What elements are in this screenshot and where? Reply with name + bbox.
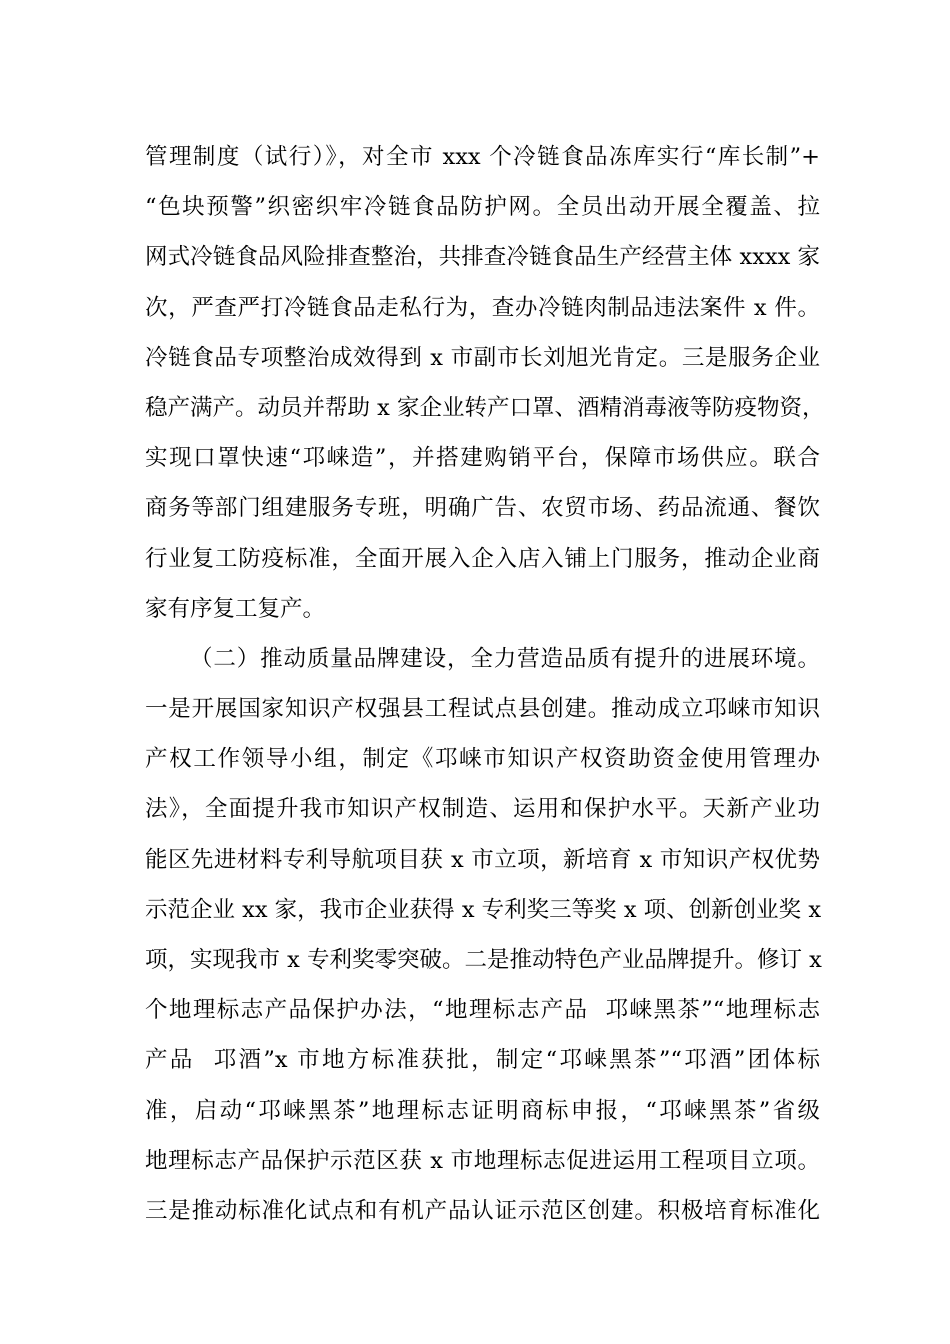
body-text [145, 132, 825, 1236]
text-line: 产权工作领导小组，制定《邛崃市知识产权资助资金使用管理办 [145, 746, 820, 773]
text-line: 法》，全面提升我市知识产权制造、运用和保护水平。天新产业功 [145, 796, 820, 823]
text-line: 网式冷链食品风险排查整治，共排查冷链食品生产经营主体 xxxx 家 [145, 244, 820, 271]
text-line: 行业复工防疫标准，全面开展入企入店入铺上门服务，推动企业商 [145, 545, 820, 572]
text-line: 稳产满产。动员并帮助 x 家企业转产口罩、酒精消毒液等防疫物资， [145, 394, 825, 421]
text-line: 实现口罩快速“邛崃造”，并搭建购销平台，保障市场供应。联合 [145, 445, 820, 472]
text-line: 三是推动标准化试点和有机产品认证示范区创建。积极培育标准化 [145, 1197, 820, 1224]
text-line: 商务等部门组建服务专班，明确广告、农贸市场、药品流通、餐饮 [145, 495, 820, 522]
text-line: 冷链食品专项整治成效得到 x 市副市长刘旭光肯定。三是服务企业 [145, 344, 820, 371]
text-line: 次，严查严打冷链食品走私行为，查办冷链肉制品违法案件 x 件。 [145, 294, 820, 321]
text-line: 示范企业 xx 家，我市企业获得 x 专利奖三等奖 x 项、创新创业奖 x [145, 896, 822, 923]
text-line: 项，实现我市 x 专利奖零突破。二是推动特色产业品牌提升。修订 x [145, 947, 822, 973]
text-line: 产品 邛酒”x 市地方标准获批，制定“邛崃黑茶”“邛酒”团体标 [145, 1047, 820, 1074]
text-line: “色块预警”织密织牢冷链食品防护网。全员出动开展全覆盖、拉 [145, 194, 820, 221]
section-heading: （二）推动质量品牌建设，全力营造品质有提升的进展环境。 [190, 645, 820, 672]
text-line: 家有序复工复产。 [145, 595, 326, 622]
text-line: 一是开展国家知识产权强县工程试点县创建。推动成立邛崃市知识 [145, 696, 820, 723]
text-line: 个地理标志产品保护办法，“地理标志产品 邛崃黑茶”“地理标志 [145, 997, 820, 1024]
text-line: 能区先进材料专利导航项目获 x 市立项，新培育 x 市知识产权优势 [145, 846, 820, 873]
text-line: 地理标志产品保护示范区获 x 市地理标志促进运用工程项目立项。 [145, 1147, 820, 1174]
text-line: 管理制度（试行）》，对全市 xxx 个冷链食品冻库实行“库长制”+ [145, 144, 820, 170]
text-line: 准，启动“邛崃黑茶”地理标志证明商标申报，“邛崃黑茶”省级 [145, 1097, 820, 1124]
